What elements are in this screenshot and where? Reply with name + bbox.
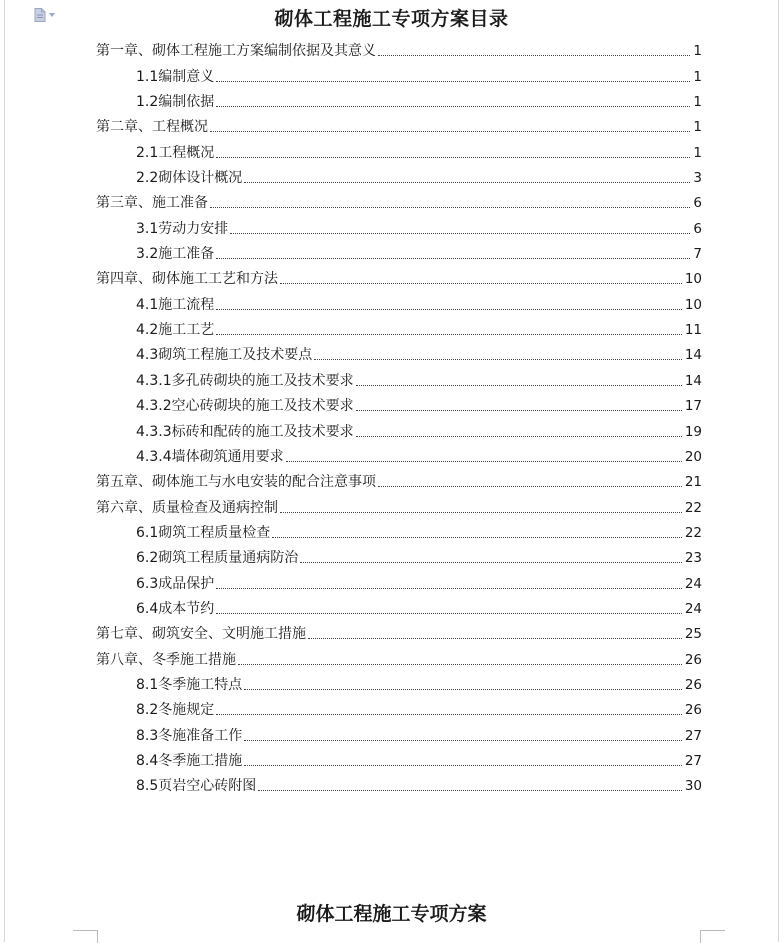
toc-dot-leader xyxy=(356,436,682,437)
toc-subsection-entry[interactable] xyxy=(96,86,702,111)
toc-entry-label: 1.1编制意义 xyxy=(136,68,215,85)
toc-dot-leader xyxy=(280,512,682,513)
toc-subsection-entry[interactable] xyxy=(96,136,702,161)
toc-subsection-entry[interactable] xyxy=(96,288,702,313)
toc-entry-label: 第八章、冬季施工措施 xyxy=(96,651,236,668)
toc-dot-leader xyxy=(230,233,690,234)
toc-page-number: 1 xyxy=(693,68,702,85)
toc-page-number: 26 xyxy=(684,676,702,693)
toc-subsection-entry[interactable] xyxy=(96,719,702,744)
toc-chapter-entry[interactable] xyxy=(96,35,702,60)
toc-page-number: 24 xyxy=(684,575,702,592)
toc-page-number: 1 xyxy=(693,94,702,111)
toc-page-number: 6 xyxy=(693,220,702,237)
toc-subsection-entry[interactable] xyxy=(96,669,702,694)
toc-dot-leader xyxy=(210,207,690,208)
toc-dot-leader xyxy=(244,740,682,741)
toc-page-number: 22 xyxy=(684,499,702,516)
toc-subsection-entry[interactable] xyxy=(96,415,702,440)
toc-subsection-entry[interactable] xyxy=(96,364,702,389)
toc-page-number: 19 xyxy=(684,423,702,440)
toc-entry-label: 4.3.3标砖和配砖的施工及技术要求 xyxy=(136,423,354,440)
toc-page-number: 17 xyxy=(684,398,702,415)
toc-dot-leader xyxy=(356,385,682,386)
toc-dot-leader xyxy=(378,486,682,487)
toc-entry-label: 第三章、施工准备 xyxy=(96,195,208,212)
toc-page-number: 25 xyxy=(684,626,702,643)
toc-page-number: 20 xyxy=(684,448,702,465)
toc-entry-label: 1.2编制依据 xyxy=(136,94,215,111)
toc-subsection-entry[interactable] xyxy=(96,238,702,263)
toc-dot-leader xyxy=(356,410,682,411)
toc-chapter-entry[interactable] xyxy=(96,643,702,668)
toc-subsection-entry[interactable] xyxy=(96,212,702,237)
toc-page-number: 10 xyxy=(684,271,702,288)
toc-entry-label: 6.3成品保护 xyxy=(136,575,215,592)
toc-entry-label: 8.2冬施规定 xyxy=(136,702,215,719)
toc-entry-label: 4.3.2空心砖砌块的施工及技术要求 xyxy=(136,398,354,415)
toc-page-number: 30 xyxy=(684,778,702,795)
page-corner-mark-right xyxy=(700,930,725,943)
page-edge-right xyxy=(778,0,779,942)
toc-entry-label: 4.3砌筑工程施工及技术要点 xyxy=(136,347,313,364)
toc-entry-label: 4.3.1多孔砖砌块的施工及技术要求 xyxy=(136,372,354,389)
toc-subsection-entry[interactable] xyxy=(96,770,702,795)
toc-dot-leader xyxy=(300,562,682,563)
toc-entry-label: 4.2施工工艺 xyxy=(136,322,215,339)
toc-dot-leader xyxy=(244,182,690,183)
table-of-contents xyxy=(96,35,702,795)
toc-page-number: 14 xyxy=(684,372,702,389)
toc-entry-label: 第五章、砌体施工与水电安装的配合注意事项 xyxy=(96,474,376,491)
toc-entry-label: 第六章、质量检查及通病控制 xyxy=(96,499,278,516)
toc-subsection-entry[interactable] xyxy=(96,694,702,719)
toc-page-number: 11 xyxy=(684,322,702,339)
toc-entry-label: 2.1工程概况 xyxy=(136,144,215,161)
toc-entry-label: 3.2施工准备 xyxy=(136,246,215,263)
document-title: 砌体工程施工专项方案 xyxy=(296,903,487,925)
toc-title: 砌体工程施工专项方案目录 xyxy=(274,8,509,30)
toc-dot-leader xyxy=(244,689,682,690)
toc-page-number: 27 xyxy=(684,752,702,769)
page-edge-left xyxy=(4,0,5,942)
toc-chapter-entry[interactable] xyxy=(96,491,702,516)
toc-page-number: 24 xyxy=(684,600,702,617)
toc-dot-leader xyxy=(258,790,682,791)
toc-subsection-entry[interactable] xyxy=(96,441,702,466)
page-corner-mark-left xyxy=(73,930,98,943)
toc-entry-label: 4.1施工流程 xyxy=(136,296,215,313)
toc-dot-leader xyxy=(216,334,682,335)
toc-entry-label: 第二章、工程概况 xyxy=(96,119,208,136)
toc-dot-leader xyxy=(216,309,682,310)
toc-page-number: 1 xyxy=(693,43,702,60)
toc-chapter-entry[interactable] xyxy=(96,263,702,288)
toc-page-number: 10 xyxy=(684,296,702,313)
toc-entry-label: 3.1劳动力安排 xyxy=(136,220,229,237)
toc-entry-label: 6.1砌筑工程质量检查 xyxy=(136,524,271,541)
toc-entry-label: 4.3.4墙体砌筑通用要求 xyxy=(136,448,284,465)
toc-entry-label: 6.2砌筑工程质量通病防治 xyxy=(136,550,299,567)
toc-page-number: 1 xyxy=(693,119,702,136)
toc-page-number: 27 xyxy=(684,727,702,744)
toc-dot-leader xyxy=(272,537,682,538)
toc-page-number: 23 xyxy=(684,550,702,567)
toc-page-number: 26 xyxy=(684,651,702,668)
toc-subsection-entry[interactable] xyxy=(96,339,702,364)
toc-subsection-entry[interactable] xyxy=(96,745,702,770)
toc-chapter-entry[interactable] xyxy=(96,466,702,491)
toc-dot-leader xyxy=(216,714,682,715)
toc-subsection-entry[interactable] xyxy=(96,542,702,567)
toc-subsection-entry[interactable] xyxy=(96,390,702,415)
toc-dot-leader xyxy=(308,638,682,639)
toc-dot-leader xyxy=(216,106,690,107)
toc-entry-label: 第七章、砌筑安全、文明施工措施 xyxy=(96,626,306,643)
toc-subsection-entry[interactable] xyxy=(96,60,702,85)
toc-subsection-entry[interactable] xyxy=(96,314,702,339)
toc-subsection-entry[interactable] xyxy=(96,567,702,592)
toc-page-number: 14 xyxy=(684,347,702,364)
toc-dot-leader xyxy=(216,613,682,614)
toc-entry-label: 2.2砌体设计概况 xyxy=(136,170,243,187)
toc-entry-label: 8.4冬季施工措施 xyxy=(136,752,243,769)
toc-entry-label: 6.4成本节约 xyxy=(136,600,215,617)
toc-entry-label: 8.1冬季施工特点 xyxy=(136,676,243,693)
toc-dot-leader xyxy=(280,283,682,284)
toc-entry-label: 8.5页岩空心砖附图 xyxy=(136,778,257,795)
toc-subsection-entry[interactable] xyxy=(96,593,702,618)
toc-dot-leader xyxy=(378,55,690,56)
toc-page-number: 7 xyxy=(693,246,702,263)
toc-subsection-entry[interactable] xyxy=(96,162,702,187)
toc-chapter-entry[interactable] xyxy=(96,187,702,212)
toc-page-number: 22 xyxy=(684,524,702,541)
toc-page-number: 3 xyxy=(693,170,702,187)
toc-dot-leader xyxy=(314,359,682,360)
toc-page-number: 6 xyxy=(693,195,702,212)
toc-dot-leader xyxy=(210,131,690,132)
toc-chapter-entry[interactable] xyxy=(96,618,702,643)
toc-dot-leader xyxy=(216,588,682,589)
toc-dot-leader xyxy=(244,765,682,766)
toc-subsection-entry[interactable] xyxy=(96,517,702,542)
toc-entry-label: 第一章、砌体工程施工方案编制依据及其意义 xyxy=(96,43,376,60)
toc-dot-leader xyxy=(286,461,682,462)
toc-page-number: 21 xyxy=(684,474,702,491)
toc-page-number: 1 xyxy=(693,144,702,161)
toc-chapter-entry[interactable] xyxy=(96,111,702,136)
toc-entry-label: 8.3冬施准备工作 xyxy=(136,727,243,744)
toc-entry-label: 第四章、砌体施工工艺和方法 xyxy=(96,271,278,288)
toc-dot-leader xyxy=(216,258,690,259)
toc-dot-leader xyxy=(216,157,690,158)
toc-dot-leader xyxy=(216,81,690,82)
toc-dot-leader xyxy=(238,664,682,665)
toc-page-number: 26 xyxy=(684,702,702,719)
